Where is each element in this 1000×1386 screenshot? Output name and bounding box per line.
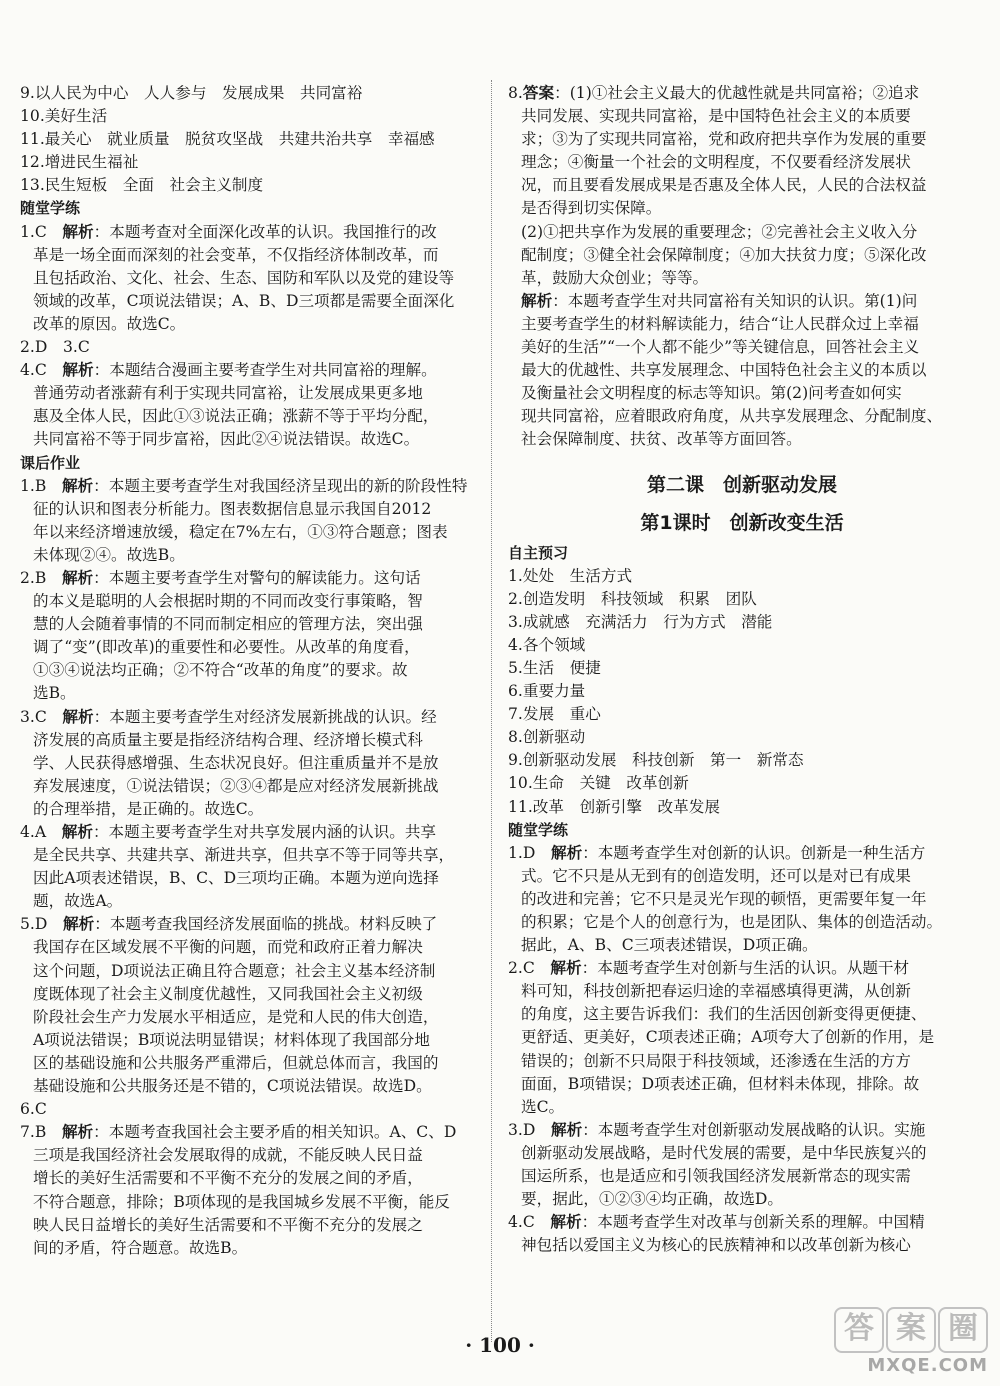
item-text: ：本题主要考查学生对我国经济呈现出的新的阶段性特 <box>93 476 468 495</box>
item-text: 弃发展速度，①说法错误；②③④都是应对经济发展新挑战 <box>33 776 439 795</box>
item-text: 现共同富裕，应着眼政府角度，从共享发展理念、分配制度、 <box>521 407 943 426</box>
item-text: ：本题考查我国经济发展面临的挑战。材料反映了 <box>94 915 438 934</box>
analysis-label: 解析 <box>550 959 582 978</box>
item-text: 领域的改革，C项说法错误；A、B、D三项都是需要全面深化 <box>33 291 455 310</box>
item-text: 基础设施和公共服务还是不错的，C项说法错误。故选D。 <box>33 1077 432 1096</box>
item-text: 面面，B项错误；D项表述正确，但材料未体现，排除。故 <box>521 1074 920 1093</box>
analysis-label: 解析 <box>521 291 553 310</box>
analysis-label: 解析 <box>63 915 95 934</box>
list-item: 3.成就感 充满活力 行为方式 潜能 <box>508 612 773 631</box>
watermark-logo <box>828 1308 988 1378</box>
answer-item <box>20 1098 482 1121</box>
item-number: 1.B <box>20 476 47 495</box>
analysis-label: 解析 <box>61 568 94 587</box>
item-number: 2.D 3.C <box>20 338 90 357</box>
item-text: 及衡量社会文明程度的标志等知识。第(2)问考查如何实 <box>521 384 902 403</box>
answer-item <box>20 359 482 451</box>
period-title: 第1课时 创新改变生活 <box>640 511 844 534</box>
answer-item <box>508 1119 976 1211</box>
item-text: 选B。 <box>33 684 76 703</box>
watermark-url: MXQE.COM <box>867 1355 988 1376</box>
item-text: 共同富裕不等于同步富裕，因此②④说法错误。故选C。 <box>33 430 420 449</box>
item-text: 创新驱动发展战略，是时代发展的需要，是中华民族复兴的 <box>521 1143 927 1162</box>
list-item: 9.以人民为中心 人人参与 发展成果 共同富裕 <box>20 84 363 102</box>
item-text: 且包括政治、文化、社会、生态、国防和军队以及党的建设等 <box>33 268 455 287</box>
item-text: 据此，A、B、C三项表述错误，D项正确。 <box>521 936 818 955</box>
item-text: ：本题考查学生对共同富裕有关知识的认识。第(1)问 <box>552 291 918 310</box>
item-number: 1.C <box>20 222 47 241</box>
item-text: 式。它不只是从无到有的创造发明，还可以是对已有成果 <box>521 866 911 885</box>
list-item: 4.各个领域 <box>508 635 586 654</box>
column-divider <box>491 80 492 1342</box>
item-text: ：(1)①社会主义最大的优越性就是共同富裕；②追求 <box>554 84 920 102</box>
analysis-label: 解析 <box>550 1213 582 1232</box>
item-text: 学、人民获得感增强、生态状况良好。但注重质量并不是放 <box>33 753 439 772</box>
analysis-label: 解析 <box>61 476 94 495</box>
item-text: ：本题主要考查学生对警句的解读能力。这句话 <box>93 568 421 587</box>
item-number: 4.A <box>20 823 47 841</box>
watermark-glyph: 案 <box>886 1307 936 1353</box>
answer-item <box>20 221 482 336</box>
item-text: 是全民共享、共建共享、渐进共享，但共享不等于同等共享， <box>33 846 455 865</box>
item-text: 这个问题，D项说法正确且符合题意；社会主义基本经济制 <box>33 961 436 980</box>
item-text: 的本义是聪明的人会根据时期的不同而改变行事策略，智 <box>33 592 423 611</box>
answer-item <box>508 1211 976 1257</box>
item-text: 社会保障制度、扶贫、改革等方面回答。 <box>521 430 802 449</box>
item-text: 神包括以爱国主义为核心的民族精神和以改革创新为核心 <box>521 1236 911 1255</box>
item-text: 不符合题意，排除；B项体现的是我国城乡发展不平衡，能反 <box>33 1192 450 1211</box>
item-text: ：本题主要考查学生对共享发展内涵的认识。共享 <box>92 823 437 841</box>
item-text: 是否得到切实保障。 <box>521 199 662 218</box>
answer-item <box>20 913 482 1098</box>
item-text: (2)①把共享作为发展的重要理念；②完善社会主义收入分 <box>521 222 918 241</box>
item-text: 征的认识和图表分析能力。图表数据信息显示我国自2012 <box>33 499 432 518</box>
answer-item <box>508 842 976 957</box>
list-item: 1.处处 生活方式 <box>508 566 633 585</box>
item-number: 6.C <box>20 1100 47 1119</box>
item-text: ：本题考查学生对创新的认识。创新是一种生活方 <box>582 843 926 862</box>
lesson-title: 第二课 创新驱动发展 <box>646 473 837 496</box>
list-item: 10.美好生活 <box>20 107 108 126</box>
item-number: 4.C <box>20 361 47 380</box>
answer-item <box>508 957 976 1119</box>
watermark-glyph: 答 <box>834 1307 884 1353</box>
item-number: 3.D <box>508 1120 536 1139</box>
preview-list <box>508 565 976 819</box>
list-item: 11.改革 创新引擎 改革发展 <box>508 797 720 816</box>
list-item: 5.生活 便捷 <box>508 658 601 677</box>
analysis-label: 解析 <box>62 222 94 241</box>
item-text: 最大的优越性、共享发展理念、中国特色社会主义的本质以 <box>521 361 927 380</box>
item-text: 美好的生活”“一个人都不能少”等关键信息，回答社会主义 <box>521 338 920 357</box>
item-number: 5.D <box>20 915 48 934</box>
answer-label: 答案 <box>522 84 555 102</box>
item-text: 的改进和完善；它不只是灵光乍现的顿悟，更需要年复一年 <box>521 889 927 908</box>
item-text: 济发展的高质量主要是指经济结构合理、经济增长模式科 <box>33 730 423 749</box>
item-text: ：本题考查学生对改革与创新关系的理解。中国精 <box>581 1213 925 1232</box>
list-item: 13.民生短板 全面 社会主义制度 <box>20 176 264 195</box>
item-text: 调了“变”(即改革)的重要性和必要性。从改革的角度看， <box>33 638 420 657</box>
analysis-label: 解析 <box>61 823 93 841</box>
item-text: 我国存在区域发展不平衡的问题，而党和政府正着力解决 <box>33 938 423 957</box>
item-text: 改革的原因。故选C。 <box>33 314 186 333</box>
item-text: 区的基础设施和公共服务严重滞后，但就总体而言，我国的 <box>33 1053 439 1072</box>
left-column <box>20 82 482 1260</box>
item-text: 主要考查学生的材料解读能力，结合“让人民群众过上幸福 <box>521 314 919 333</box>
answer-item <box>20 567 482 706</box>
item-text: 配制度；③健全社会保障制度；④加大扶贫力度；⑤深化改 <box>521 245 927 264</box>
watermark-glyph: 圈 <box>938 1307 988 1353</box>
item-text: 惠及全体人民，因此①③说法正确；涨薪不等于平均分配， <box>33 407 439 426</box>
item-text: 共同发展、实现共同富裕，是中国特色社会主义的本质要 <box>521 107 911 126</box>
item-text: 度既体现了社会主义制度优越性，又同我国社会主义初级 <box>33 984 423 1003</box>
item-text: 国运所系，也是适应和引领我国经济发展新常态的现实需 <box>521 1167 911 1186</box>
item-number: 2.C <box>508 959 535 978</box>
item-number: 1.D <box>508 843 536 862</box>
list-item: 11.最关心 就业质量 脱贫攻坚战 共建共治共享 幸福感 <box>20 130 435 149</box>
item-text: 普通劳动者涨薪有利于实现共同富裕，让发展成果更多地 <box>33 384 423 403</box>
item-text: 未体现②④。故选B。 <box>33 545 185 564</box>
section-heading: 课后作业 <box>20 453 81 472</box>
item-text: ：本题考查对全面深化改革的认识。我国推行的改 <box>93 222 437 241</box>
item-text: 阶段社会生产力发展水平相适应，是党和人民的伟大创造， <box>33 1007 439 1026</box>
item-text: 年以来经济增速放缓，稳定在7%左右，①③符合题意；图表 <box>33 522 448 541</box>
item-text: 映人民日益增长的美好生活需要和不平衡不充分的发展之 <box>33 1215 423 1234</box>
answer-item <box>508 82 976 452</box>
list-item: 7.发展 重心 <box>508 705 601 724</box>
item-text: 的合理举措，是正确的。故选C。 <box>33 799 264 818</box>
answer-item <box>20 706 482 821</box>
item-number: 4.C <box>508 1213 535 1232</box>
answer-item <box>20 1121 482 1260</box>
analysis-label: 解析 <box>62 361 94 380</box>
answer-item <box>20 821 482 913</box>
item-text: 理念；④衡量一个社会的文明程度，不仅要看经济发展状 <box>521 153 911 172</box>
item-text: 慧的人会随着事情的不同而制定相应的管理方法，突出强 <box>33 615 423 634</box>
section-heading: 自主预习 <box>508 543 569 562</box>
item-text: 况，而且要看发展成果是否惠及全体人民，人民的合法权益 <box>521 176 927 195</box>
analysis-label: 解析 <box>62 707 94 726</box>
top-items <box>20 82 482 197</box>
answer-item <box>20 475 482 567</box>
analysis-label: 解析 <box>61 1123 94 1142</box>
item-text: ：本题考查学生对创新与生活的认识。从题干材 <box>581 959 910 978</box>
item-text: ：本题结合漫画主要考查学生对共同富裕的理解。 <box>93 361 437 380</box>
item-text: 求；③为了实现共同富裕，党和政府把共享作为发展的重要 <box>521 130 927 149</box>
item-text: 增长的美好生活需要和不平衡不充分的发展之间的矛盾， <box>33 1169 423 1188</box>
item-text: 料可知，科技创新把春运归途的幸福感填得更满，从创新 <box>521 982 911 1001</box>
analysis-label: 解析 <box>551 843 583 862</box>
item-text: 的角度，这主要告诉我们：我们的生活因创新变得更便捷、 <box>521 1005 927 1024</box>
list-item: 2.创造发明 科技领域 积累 团队 <box>508 589 757 608</box>
item-text: ：本题主要考查学生对经济发展新挑战的认识。经 <box>93 707 437 726</box>
item-text: 间的矛盾，符合题意。故选B。 <box>33 1238 248 1257</box>
list-item: 8.创新驱动 <box>508 728 586 747</box>
item-number: 8. <box>508 84 523 102</box>
section-heading: 随堂学练 <box>508 820 569 839</box>
item-text: 革是一场全面而深刻的社会变革，不仅指经济体制改革，而 <box>33 245 439 264</box>
item-text: ①③④说法均正确；②不符合“改革的角度”的要求。故 <box>33 661 408 680</box>
answer-item <box>20 336 482 359</box>
list-item: 12.增进民生福祉 <box>20 153 139 172</box>
item-text: 错误的；创新不只局限于科技领域，还渗透在生活的方方 <box>521 1051 911 1070</box>
page-number: · 100 · <box>465 1333 535 1357</box>
item-number: 2.B <box>20 568 47 587</box>
item-text: 题，故选A。 <box>33 892 123 911</box>
item-text: 要，据此，①②③④均正确，故选D。 <box>521 1190 784 1209</box>
item-text: ：本题考查我国社会主要矛盾的相关知识。A、C、D <box>93 1123 457 1142</box>
section-heading: 随堂学练 <box>20 199 81 218</box>
item-text: 选C。 <box>521 1097 565 1116</box>
list-item: 6.重要力量 <box>508 682 586 701</box>
item-number: 7.B <box>20 1123 47 1142</box>
item-text: 的积累；它是个人的创意行为，也是团队、集体的创造活动。 <box>521 913 943 931</box>
item-number: 3.C <box>20 707 47 726</box>
list-item: 9.创新驱动发展 科技创新 第一 新常态 <box>508 751 804 770</box>
item-text: ：本题考查学生对创新驱动发展战略的认识。实施 <box>582 1120 926 1139</box>
item-text: 革，鼓励大众创业；等等。 <box>521 268 709 287</box>
item-text: 更舒适、更美好，C项表述正确；A项夸大了创新的作用，是 <box>521 1028 935 1047</box>
list-item: 10.生命 关键 改革创新 <box>508 774 689 793</box>
item-text: A项说法错误；B项说法明显错误；材料体现了我国部分地 <box>33 1030 430 1049</box>
item-text: 三项是我国经济社会发展取得的成就，不能反映人民日益 <box>33 1146 423 1165</box>
right-column <box>508 82 976 1257</box>
item-text: 因此A项表述错误，B、C、D三项均正确。本题为逆向选择 <box>33 869 439 888</box>
analysis-label: 解析 <box>551 1120 583 1139</box>
